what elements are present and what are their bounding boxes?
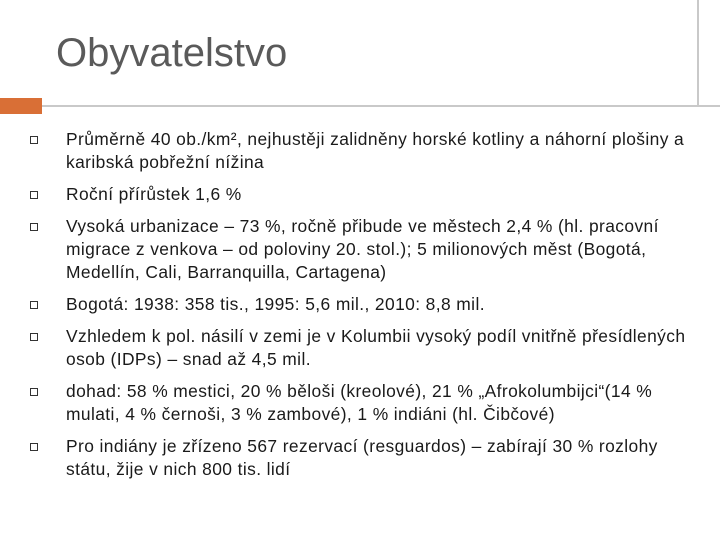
- bullet-text: Pro indiány je zřízeno 567 rezervací (resguardos) – zabírají 30 % rozlohy státu, žije v nich 800 tis. lidí: [66, 436, 658, 479]
- bullet-item: [30, 380, 695, 426]
- bullet-item: [30, 215, 695, 284]
- square-bullet-icon: [30, 301, 38, 309]
- square-bullet-icon: [30, 136, 38, 144]
- bullet-text: Průměrně 40 ob./km², nejhustěji zalidněny horské kotliny a náhorní plošiny a karibská pobřežní nížina: [66, 129, 685, 172]
- square-bullet-icon: [30, 191, 38, 199]
- bullet-item: [30, 325, 695, 371]
- bullet-item: [30, 183, 695, 206]
- title-accent-bar: [0, 98, 42, 114]
- title-divider-horizontal: [42, 105, 720, 107]
- bullet-item: [30, 435, 695, 481]
- bullet-text: dohad: 58 % mestici, 20 % běloši (kreolové), 21 % „Afrokolumbijci“(14 % mulati, 4 % černoši, 3 % zambové), 1 % indiáni (hl. Čibčové): [66, 381, 653, 424]
- title-divider-vertical: [697, 0, 699, 107]
- bullet-list: [30, 128, 695, 490]
- square-bullet-icon: [30, 388, 38, 396]
- bullet-item: [30, 293, 695, 316]
- square-bullet-icon: [30, 223, 38, 231]
- bullet-text: Bogotá: 1938: 358 tis., 1995: 5,6 mil., 2010: 8,8 mil.: [66, 294, 485, 314]
- square-bullet-icon: [30, 333, 38, 341]
- bullet-item: [30, 128, 695, 174]
- bullet-text: Vysoká urbanizace – 73 %, ročně přibude ve městech 2,4 % (hl. pracovní migrace z venkova – od poloviny 20. stol.); 5 milionových měst (Bogotá, Medellín, Cali, Barranquilla, Cartagena): [66, 216, 659, 282]
- square-bullet-icon: [30, 443, 38, 451]
- bullet-text: Roční přírůstek 1,6 %: [66, 184, 242, 204]
- bullet-text: Vzhledem k pol. násilí v zemi je v Kolumbii vysoký podíl vnitřně přesídlených osob (IDPs) – snad až 4,5 mil.: [66, 326, 686, 369]
- slide-title: Obyvatelstvo: [56, 31, 288, 75]
